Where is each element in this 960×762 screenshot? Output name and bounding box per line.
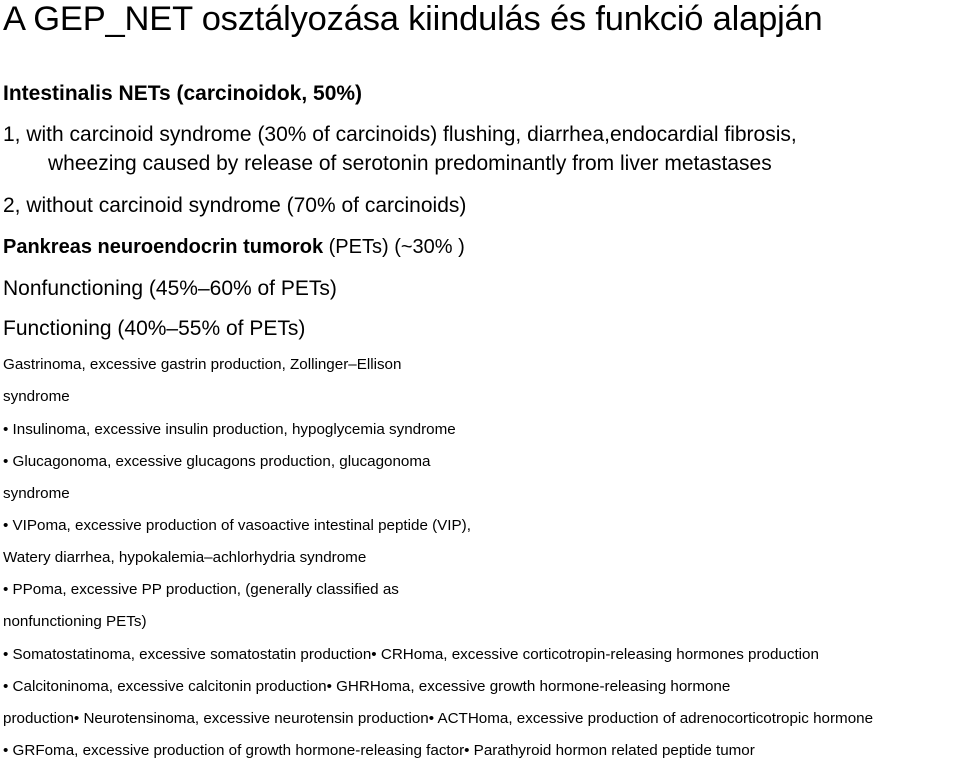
somatostatinoma-line: • Somatostatinoma, excessive somatostatin production• CRHoma, excessive corticotropin-releasing hormones production bbox=[3, 646, 819, 663]
glucagonoma-line-cont: syndrome bbox=[3, 485, 70, 502]
gastrinoma-line: Gastrinoma, excessive gastrin production, Zollinger–Ellison bbox=[3, 356, 402, 373]
neurotensinoma-line: production• Neurotensinoma, excessive neurotensin production• ACTHoma, excessive production of adrenocorticotropic hormone bbox=[3, 710, 874, 727]
intestinal-item-2: 2, without carcinoid syndrome (70% of carcinoids) bbox=[3, 194, 467, 217]
glucagonoma-line: • Glucagonoma, excessive glucagons production, glucagonoma bbox=[3, 453, 431, 470]
vipoma-line-cont: Watery diarrhea, hypokalemia–achlorhydria syndrome bbox=[3, 549, 367, 566]
intestinal-item-1-line-1: 1, with carcinoid syndrome (30% of carcinoids) flushing, diarrhea,endocardial fibrosis, bbox=[3, 123, 797, 146]
gastrinoma-line-cont: syndrome bbox=[3, 388, 70, 405]
nonfunctioning-line: Nonfunctioning (45%–60% of PETs) bbox=[3, 277, 337, 300]
ppoma-line: • PPoma, excessive PP production, (generally classified as bbox=[3, 581, 399, 598]
intestinal-item-1-line-2: wheezing caused by release of serotonin predominantly from liver metastases bbox=[48, 152, 772, 175]
insulinoma-line: • Insulinoma, excessive insulin production, hypoglycemia syndrome bbox=[3, 421, 456, 438]
page-title: A GEP_NET osztályozása kiindulás és funkció alapján bbox=[3, 0, 823, 38]
pancreas-heading bbox=[3, 237, 465, 257]
calcitoninoma-line: • Calcitoninoma, excessive calcitonin production• GHRHoma, excessive growth hormone-releasing hormone bbox=[3, 678, 731, 695]
functioning-line: Functioning (40%–55% of PETs) bbox=[3, 317, 306, 340]
pancreas-heading-rest: (PETs) (~30% ) bbox=[323, 236, 465, 258]
pancreas-heading-bold: Pankreas neuroendocrin tumorok bbox=[3, 236, 324, 258]
vipoma-line: • VIPoma, excessive production of vasoactive intestinal peptide (VIP), bbox=[3, 517, 471, 534]
intestinal-heading: Intestinalis NETs (carcinoidok, 50%) bbox=[3, 82, 363, 105]
ppoma-line-cont: nonfunctioning PETs) bbox=[3, 613, 147, 630]
grfoma-line: • GRFoma, excessive production of growth hormone-releasing factor• Parathyroid hormon related peptide tumor bbox=[3, 742, 755, 759]
